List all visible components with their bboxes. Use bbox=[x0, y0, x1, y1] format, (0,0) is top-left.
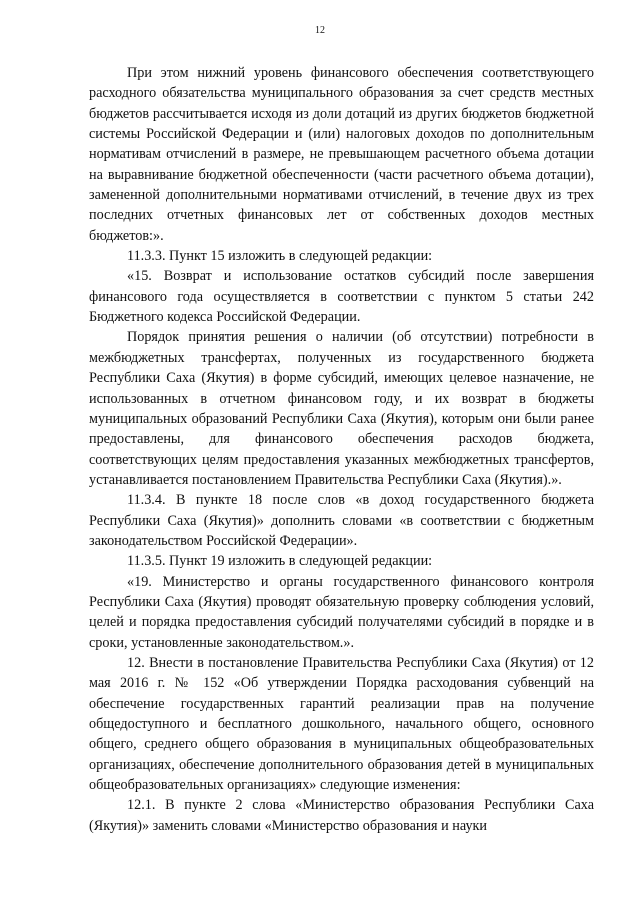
paragraph-12-1: 12.1. В пункте 2 слова «Министерство образования Республики Саха (Якутия)» заменить словами «Министерство образования и науки bbox=[89, 797, 594, 834]
paragraph-item-15: «15. Возврат и использование остатков субсидий после завершения финансового года осуществляется в соответствии с пунктом 5 статьи 242 Бюджетного кодекса Российской Федерации. bbox=[89, 268, 594, 326]
paragraph-funding-level: При этом нижний уровень финансового обеспечения соответствующего расходного обязательства муниципального образования за счет средств местных бюджетов рассчитывается исходя из доли дотаций из других бюджетов бюджетной системы Российской Федерации и (или) налоговых доходов по дополнительным нормативам отчислений в размере, не превышающем расчетного объема дотации на выравнивание бюджетной обеспеченности (части расчетного объема дотации), замененной дополнительными нормативами отчислений, в течение двух из трех последних отчетных финансовых лет от собственных доходов местных бюджетов:». bbox=[89, 65, 594, 244]
paragraph-12: 12. Внести в постановление Правительства Республики Саха (Якутия) от 12 мая 2016 г. № 152 «Об утверждении Порядка расходования субвенций на обеспечение государственных гарантий реализации прав на получение общедоступного и бесплатного дошкольного, начального общего, основного общего, среднего общего образования в муниципальных общеобразовательных организациях, обеспечение дополнительного образования детей в муниципальных общеобразовательных организациях» следующие изменения: bbox=[89, 654, 594, 794]
paragraph-transfer-procedure: Порядок принятия решения о наличии (об отсутствии) потребности в межбюджетных трансфертах, полученных из государственного бюджета Республики Саха (Якутия) в форме субсидий, имеющих целевое назначение, не использованных в отчетном финансовом году, и их возврат в бюджеты муниципальных образований Республики Саха (Якутия), которым они были ранее предоставлены, для финансового обеспечения расходов бюджета, соответствующих целям предоставления указанных межбюджетных трансфертов, устанавливается постановлением Правительства Республики Саха (Якутия).». bbox=[89, 329, 594, 488]
page-number: 12 bbox=[315, 25, 325, 36]
paragraph-11-3-4: 11.3.4. В пункте 18 после слов «в доход государственного бюджета Республики Саха (Якутия)» дополнить словами «в соответствии с бюджетным законодательством Российской Федерации». bbox=[89, 492, 594, 549]
document-body bbox=[89, 63, 594, 836]
paragraph-11-3-5: 11.3.5. Пункт 19 изложить в следующей редакции: bbox=[127, 553, 433, 570]
paragraph-item-19: «19. Министерство и органы государственного финансового контроля Республики Саха (Якутия) проводят обязательную проверку соблюдения условий, целей и порядка предоставления субсидий получателями субсидий в порядке и в сроки, установленные законодательством.». bbox=[89, 573, 594, 651]
paragraph-11-3-3: 11.3.3. Пункт 15 изложить в следующей редакции: bbox=[127, 248, 433, 265]
